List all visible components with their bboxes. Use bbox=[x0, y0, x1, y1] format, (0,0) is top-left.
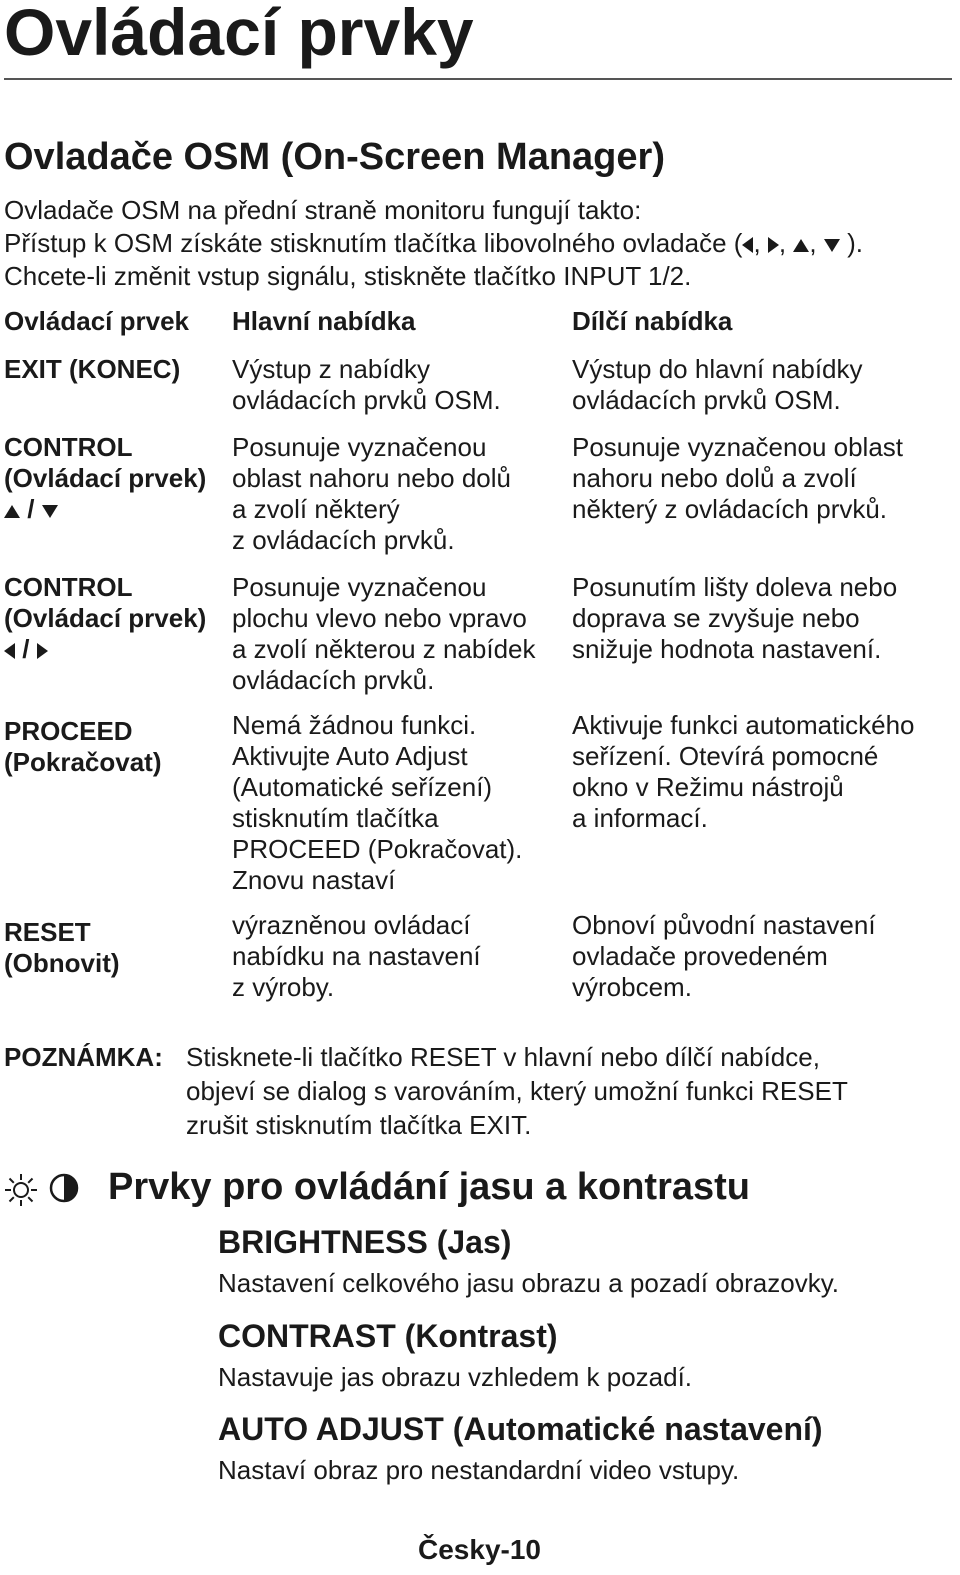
main-text-line: plochu vlevo nebo vpravo bbox=[232, 603, 527, 633]
row-control-updown-main bbox=[232, 432, 511, 556]
main-text-line: oblast nahoru nebo dolů bbox=[232, 463, 512, 493]
intro-line-3: Chcete-li změnit vstup signálu, stiskněte tlačítko INPUT 1/2. bbox=[4, 261, 692, 291]
separator: , bbox=[778, 228, 787, 258]
sub-text-line: některý z ovládacích prvků. bbox=[572, 494, 888, 524]
row-exit-control bbox=[4, 354, 180, 385]
title-divider bbox=[4, 78, 952, 80]
sub-text-line: ovladače provedeném bbox=[572, 941, 828, 971]
brightness-title: BRIGHTNESS (Jas) bbox=[218, 1224, 512, 1260]
contrast-icon bbox=[51, 1175, 77, 1201]
sub-text-line: Posunutím lišty doleva nebo bbox=[572, 572, 898, 602]
note-label: POZNÁMKA: bbox=[4, 1042, 163, 1072]
header-control: Ovládací prvek bbox=[4, 306, 189, 336]
sub-text-line: a informací. bbox=[572, 803, 708, 833]
auto-adjust-text: Nastaví obraz pro nestandardní video vstupy. bbox=[218, 1455, 740, 1485]
note-line: Stisknete-li tlačítko RESET v hlavní nebo dílčí nabídce, bbox=[186, 1042, 820, 1072]
row-control-leftright-main bbox=[232, 572, 536, 696]
intro-line-2-before: Přístup k OSM získáte stisknutím tlačítka libovolného ovladače ( bbox=[4, 228, 743, 258]
control-label: RESET bbox=[4, 917, 91, 947]
main-text-line: výrazněnou ovládací bbox=[232, 910, 471, 940]
auto-adjust-title: AUTO ADJUST (Automatické nastavení) bbox=[218, 1411, 823, 1447]
row-control-leftright-control bbox=[4, 572, 206, 665]
control-label: (Pokračovat) bbox=[4, 747, 162, 777]
brightness-heading: Prvky pro ovládání jasu a kontrastu bbox=[108, 1166, 750, 1208]
main-text-line: ovládacích prvků OSM. bbox=[232, 385, 501, 415]
right-arrow-icon bbox=[37, 643, 48, 659]
control-label: CONTROL bbox=[4, 572, 133, 602]
main-text-line: (Automatické seřízení) bbox=[232, 772, 493, 802]
down-arrow-icon bbox=[824, 239, 840, 252]
main-text-line: z výroby. bbox=[232, 972, 335, 1002]
note-line: objeví se dialog s varováním, který umožní funkci RESET bbox=[186, 1076, 848, 1106]
leftright-arrows bbox=[4, 634, 206, 665]
sub-text-line: výrobcem. bbox=[572, 972, 692, 1002]
separator: , bbox=[809, 228, 817, 258]
control-label: (Ovládací prvek) bbox=[4, 603, 207, 633]
intro-line-2-after: ). bbox=[847, 228, 863, 258]
sub-text-line: okno v Režimu nástrojů bbox=[572, 772, 844, 802]
sub-text-line: Obnoví původní nastavení bbox=[572, 910, 876, 940]
left-arrow-icon bbox=[742, 237, 753, 253]
sub-text-line: doprava se zvyšuje nebo bbox=[572, 603, 860, 633]
left-arrow-icon bbox=[4, 643, 15, 659]
osm-intro bbox=[4, 194, 863, 293]
main-text-line: Nemá žádnou funkci. bbox=[232, 710, 477, 740]
row-exit-sub bbox=[572, 354, 863, 416]
row-proceed-main bbox=[232, 710, 522, 896]
arrow-separator: / bbox=[22, 634, 30, 664]
intro-line-1: Ovladače OSM na přední straně monitoru fungují takto: bbox=[4, 195, 642, 225]
main-text-line: Posunuje vyznačenou bbox=[232, 572, 487, 602]
header-main-menu: Hlavní nabídka bbox=[232, 306, 416, 336]
up-arrow-icon bbox=[4, 505, 20, 518]
page-number: Česky-10 bbox=[418, 1534, 541, 1565]
main-text-line: Aktivujte Auto Adjust bbox=[232, 741, 468, 771]
up-arrow-icon bbox=[793, 239, 809, 252]
control-label: PROCEED bbox=[4, 716, 133, 746]
right-arrow-icon bbox=[768, 237, 779, 253]
main-text-line: a zvolí některou z nabídek bbox=[232, 634, 536, 664]
row-reset-sub bbox=[572, 910, 876, 1003]
row-proceed-control bbox=[4, 716, 162, 778]
sub-text-line: Posunuje vyznačenou oblast bbox=[572, 432, 904, 462]
row-control-leftright-sub bbox=[572, 572, 897, 665]
note-line: zrušit stisknutím tlačítka EXIT. bbox=[186, 1110, 532, 1140]
note-text bbox=[186, 1040, 848, 1142]
sub-text-line: ovládacích prvků OSM. bbox=[572, 385, 841, 415]
page-title: Ovládací prvky bbox=[4, 0, 474, 69]
row-control-updown-control bbox=[4, 432, 206, 525]
down-arrow-icon bbox=[42, 505, 58, 518]
control-label: (Obnovit) bbox=[4, 948, 120, 978]
main-text-line: nabídku na nastavení bbox=[232, 941, 481, 971]
updown-arrows bbox=[4, 494, 206, 525]
sub-text-line: nahoru nebo dolů a zvolí bbox=[572, 463, 857, 493]
contrast-text: Nastavuje jas obrazu vzhledem k pozadí. bbox=[218, 1362, 693, 1392]
separator: , bbox=[753, 228, 761, 258]
arrow-separator: / bbox=[27, 494, 35, 524]
brightness-contrast-icons bbox=[4, 1172, 84, 1208]
intro-line-2 bbox=[4, 227, 863, 260]
main-text-line: Výstup z nabídky bbox=[232, 354, 430, 384]
main-text-line: z ovládacích prvků. bbox=[232, 525, 455, 555]
row-control-updown-sub bbox=[572, 432, 903, 525]
main-text-line: PROCEED (Pokračovat). bbox=[232, 834, 523, 864]
main-text-line: a zvolí některý bbox=[232, 494, 400, 524]
main-text-line: Posunuje vyznačenou bbox=[232, 432, 487, 462]
sun-icon bbox=[4, 1172, 84, 1208]
main-text-line: ovládacích prvků. bbox=[232, 665, 435, 695]
contrast-title: CONTRAST (Kontrast) bbox=[218, 1318, 558, 1354]
row-reset-control bbox=[4, 917, 120, 979]
control-label: EXIT (KONEC) bbox=[4, 354, 181, 384]
sub-text-line: Výstup do hlavní nabídky bbox=[572, 354, 863, 384]
osm-heading: Ovladače OSM (On-Screen Manager) bbox=[4, 136, 665, 178]
main-text-line: Znovu nastaví bbox=[232, 865, 396, 895]
sub-text-line: seřízení. Otevírá pomocné bbox=[572, 741, 879, 771]
row-exit-main bbox=[232, 354, 501, 416]
header-sub-menu: Dílčí nabídka bbox=[572, 306, 733, 336]
control-label: CONTROL bbox=[4, 432, 133, 462]
sub-text-line: Aktivuje funkci automatického bbox=[572, 710, 915, 740]
row-proceed-sub bbox=[572, 710, 915, 834]
sub-text-line: snižuje hodnota nastavení. bbox=[572, 634, 882, 664]
main-text-line: stisknutím tlačítka bbox=[232, 803, 439, 833]
brightness-text: Nastavení celkového jasu obrazu a pozadí obrazovky. bbox=[218, 1268, 839, 1298]
control-label: (Ovládací prvek) bbox=[4, 463, 207, 493]
row-reset-main bbox=[232, 910, 481, 1003]
